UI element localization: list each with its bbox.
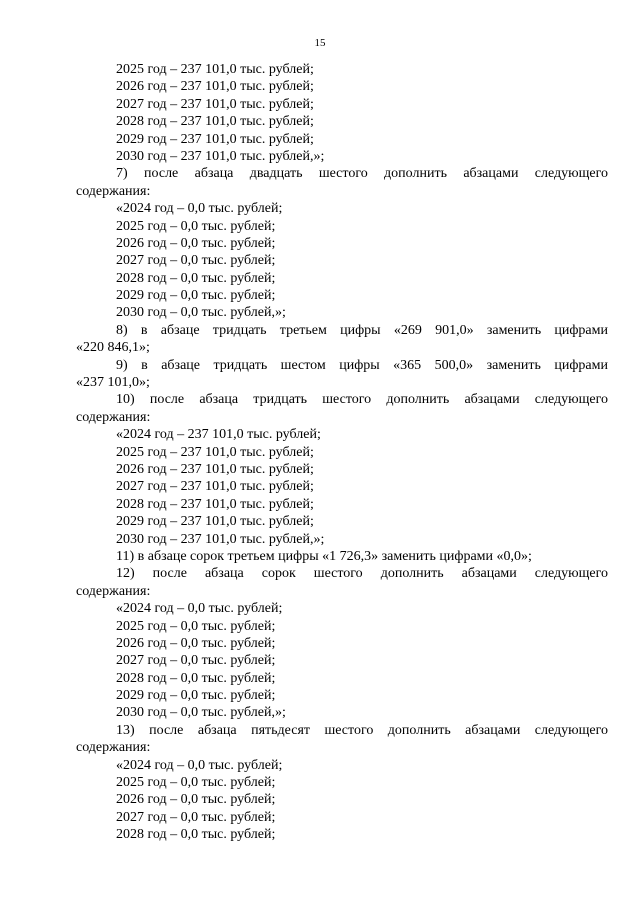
text-line: 2029 год – 237 101,0 тыс. рублей; (116, 131, 314, 147)
text-line: 2027 год – 237 101,0 тыс. рублей; (116, 479, 314, 495)
text-line: 2025 год – 237 101,0 тыс. рублей; (116, 444, 314, 460)
text-line: содержания: (76, 740, 151, 756)
text-line: 2025 год – 237 101,0 тыс. рублей; (116, 62, 314, 77)
text-line: 2025 год – 0,0 тыс. рублей; (116, 218, 276, 234)
text-line: 2028 год – 0,0 тыс. рублей; (116, 670, 276, 686)
text-line: 13) после абзаца пятьдесят шестого дополнить абзацами следующего (116, 722, 608, 738)
text-line: 2027 год – 0,0 тыс. рублей; (116, 653, 276, 669)
text-line: «2024 год – 0,0 тыс. рублей; (116, 757, 283, 773)
text-line: 2025 год – 0,0 тыс. рублей; (116, 775, 276, 791)
text-line: содержания: (76, 183, 151, 199)
text-line: «2024 год – 237 101,0 тыс. рублей; (116, 427, 321, 443)
text-line: 8) в абзаце тридцать третьем цифры «269 901,0» заменить цифрами (116, 322, 608, 338)
document-body (76, 61, 608, 844)
text-line: «2024 год – 0,0 тыс. рублей; (116, 201, 283, 217)
text-line: 2029 год – 237 101,0 тыс. рублей; (116, 514, 314, 530)
text-line: 2028 год – 237 101,0 тыс. рублей; (116, 114, 314, 130)
text-line: 2029 год – 0,0 тыс. рублей; (116, 688, 276, 704)
text-line: 2026 год – 237 101,0 тыс. рублей; (116, 79, 314, 95)
text-line: «237 101,0»; (76, 375, 150, 391)
text-line: 2030 год – 0,0 тыс. рублей,»; (116, 305, 286, 321)
text-line: 2027 год – 0,0 тыс. рублей; (116, 253, 276, 269)
page-number: 15 (314, 37, 326, 49)
text-line: 2026 год – 0,0 тыс. рублей; (116, 635, 276, 651)
text-line: содержания: (76, 583, 151, 599)
text-line: 11) в абзаце сорок третьем цифры «1 726,3» заменить цифрами «0,0»; (116, 548, 532, 564)
text-line: 9) в абзаце тридцать шестом цифры «365 500,0» заменить цифрами (116, 357, 608, 373)
text-line: 2026 год – 0,0 тыс. рублей; (116, 792, 276, 808)
text-line: 2028 год – 237 101,0 тыс. рублей; (116, 496, 314, 512)
text-line: 2027 год – 237 101,0 тыс. рублей; (116, 96, 314, 112)
text-line: 2028 год – 0,0 тыс. рублей; (116, 827, 276, 843)
text-line: 12) после абзаца сорок шестого дополнить абзацами следующего (116, 566, 608, 582)
text-line: «2024 год – 0,0 тыс. рублей; (116, 601, 283, 617)
text-line: 2029 год – 0,0 тыс. рублей; (116, 288, 276, 304)
text-line: 2026 год – 237 101,0 тыс. рублей; (116, 461, 314, 477)
text-line: 2030 год – 237 101,0 тыс. рублей,»; (116, 148, 325, 164)
text-line: 7) после абзаца двадцать шестого дополнить абзацами следующего (116, 166, 608, 182)
text-line: 10) после абзаца тридцать шестого дополнить абзацами следующего (116, 392, 608, 408)
text-line: 2030 год – 0,0 тыс. рублей,»; (116, 705, 286, 721)
text-line: «220 846,1»; (76, 340, 150, 356)
text-line: 2026 год – 0,0 тыс. рублей; (116, 235, 276, 251)
text-line: 2030 год – 237 101,0 тыс. рублей,»; (116, 531, 325, 547)
text-line: 2028 год – 0,0 тыс. рублей; (116, 270, 276, 286)
text-line: 2025 год – 0,0 тыс. рублей; (116, 618, 276, 634)
text-line: содержания: (76, 409, 151, 425)
text-line: 2027 год – 0,0 тыс. рублей; (116, 809, 276, 825)
